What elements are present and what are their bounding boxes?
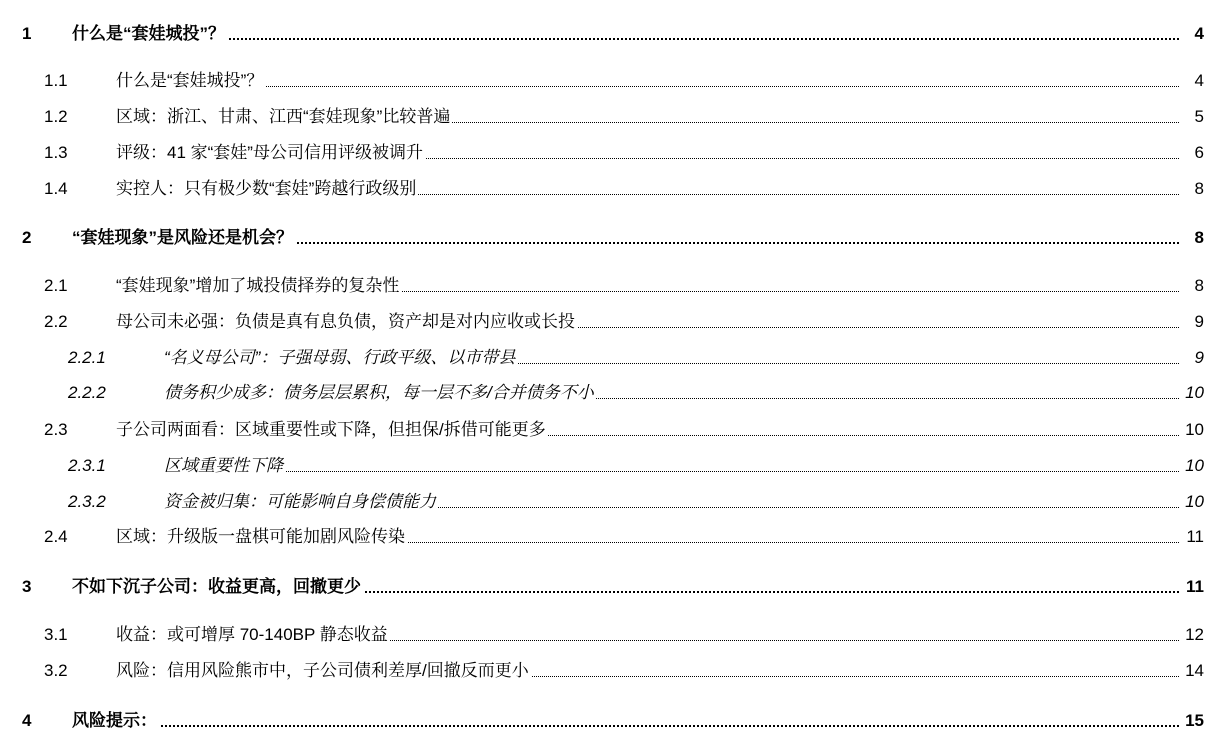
toc-entry-number: 3: [22, 577, 32, 596]
toc-entry-number: 2.2.1: [68, 348, 106, 367]
toc-entry-number: 4: [22, 711, 32, 730]
toc-entry-title: 不如下沉子公司：收益更高，回撤更少: [72, 574, 363, 600]
toc-entry-page: 11: [1184, 574, 1204, 600]
toc-entry-title: “名义母公司”：子强母弱、行政平级、以市带县: [164, 345, 517, 371]
toc-entry-page: 14: [1183, 658, 1204, 684]
toc-entry-2-2-2[interactable]: [0, 380, 1213, 406]
toc-entry-1-4[interactable]: [0, 176, 1213, 202]
toc-entry-3-1[interactable]: [0, 622, 1213, 648]
toc-entry-number: 1: [22, 24, 32, 43]
toc-entry-number: 2.1: [44, 276, 68, 295]
toc-entry-page: 4: [1193, 68, 1204, 94]
toc-entry-title: 风险提示：: [72, 708, 159, 734]
toc-entry-page: 11: [1184, 524, 1204, 550]
toc-entry-page: 6: [1193, 140, 1204, 166]
toc-dot-leader: [72, 21, 1179, 47]
toc-entry-title: 区域重要性下降: [164, 453, 285, 479]
toc-entry-title: 实控人：只有极少数“套娃”跨越行政级别: [116, 176, 418, 202]
toc-entry-number: 2.2.2: [68, 383, 106, 402]
toc-entry-1-1[interactable]: [0, 68, 1213, 94]
toc-entry-page: 10: [1183, 489, 1204, 515]
toc-entry-number: 2: [22, 228, 32, 247]
toc-entry-title: 评级：41 家“套娃”母公司信用评级被调升: [116, 140, 425, 166]
toc-entry-title: 区域：升级版一盘棋可能加剧风险传染: [116, 524, 407, 550]
toc-entry-page: 9: [1193, 345, 1204, 371]
toc-entry-page: 12: [1183, 622, 1204, 648]
toc-entry-2-3[interactable]: [0, 417, 1213, 443]
toc-entry-number: 1.1: [44, 71, 68, 90]
toc-entry-page: 10: [1183, 380, 1204, 406]
toc-entry-number: 3.1: [44, 625, 68, 644]
toc-entry-2-2[interactable]: [0, 309, 1213, 335]
toc-entry-title: 资金被归集：可能影响自身偿债能力: [164, 489, 438, 515]
toc-entry-2-3-2[interactable]: [0, 489, 1213, 515]
toc-entry-page: 8: [1193, 225, 1204, 251]
toc-entry-3-2[interactable]: [0, 658, 1213, 684]
toc-entry-page: 9: [1193, 309, 1204, 335]
toc-entry-title: 风险：信用风险熊市中，子公司债利差厚/回撤反而更小: [116, 658, 531, 684]
toc-entry-page: 4: [1193, 21, 1204, 47]
toc-entry-page: 5: [1193, 104, 1204, 130]
toc-entry-number: 2.3.1: [68, 456, 106, 475]
toc-entry-page: 8: [1193, 273, 1204, 299]
toc-entry-title: 子公司两面看：区域重要性或下降，但担保/拆借可能更多: [116, 417, 548, 443]
toc-entry-2[interactable]: [0, 225, 1213, 251]
toc-entry-page: 8: [1193, 176, 1204, 202]
toc-entry-title: 什么是“套娃城投”？: [72, 21, 227, 47]
toc-entry-page: 15: [1183, 708, 1204, 734]
toc-entry-1-2[interactable]: [0, 104, 1213, 130]
toc-dot-leader: [72, 708, 1179, 734]
toc-entry-2-4[interactable]: [0, 524, 1213, 550]
toc-entry-3[interactable]: [0, 574, 1213, 600]
toc-entry-number: 3.2: [44, 661, 68, 680]
toc-entry-title: “套娃现象”是风险还是机会？: [72, 225, 295, 251]
toc-entry-number: 1.2: [44, 107, 68, 126]
toc-entry-page: 10: [1183, 417, 1204, 443]
toc-entry-page: 10: [1183, 453, 1204, 479]
toc-entry-number: 2.2: [44, 312, 68, 331]
toc-entry-title: 区域：浙江、甘肃、江西“套娃现象”比较普遍: [116, 104, 452, 130]
toc-entry-title: 母公司未必强：负债是真有息负债，资产却是对内应收或长投: [116, 309, 577, 335]
toc-entry-2-1[interactable]: [0, 273, 1213, 299]
toc-entry-title: 债务积少成多：债务层层累积，每一层不多/合并债务不小: [164, 380, 596, 406]
toc-entry-title: “套娃现象”增加了城投债择券的复杂性: [116, 273, 401, 299]
toc-entry-2-2-1[interactable]: [0, 345, 1213, 371]
toc-entry-number: 2.3: [44, 420, 68, 439]
toc-dot-leader: [116, 68, 1179, 94]
toc-entry-2-3-1[interactable]: [0, 453, 1213, 479]
toc-entry-title: 什么是“套娃城投”？: [116, 68, 265, 94]
toc-entry-number: 1.4: [44, 179, 68, 198]
toc-entry-1[interactable]: [0, 21, 1213, 47]
toc-entry-number: 2.3.2: [68, 492, 106, 511]
toc-entry-title: 收益：或可增厚 70-140BP 静态收益: [116, 622, 390, 648]
toc-entry-number: 2.4: [44, 527, 68, 546]
toc-entry-4[interactable]: [0, 708, 1213, 734]
toc-dot-leader: [164, 453, 1179, 479]
toc-entry-number: 1.3: [44, 143, 68, 162]
toc-entry-1-3[interactable]: [0, 140, 1213, 166]
